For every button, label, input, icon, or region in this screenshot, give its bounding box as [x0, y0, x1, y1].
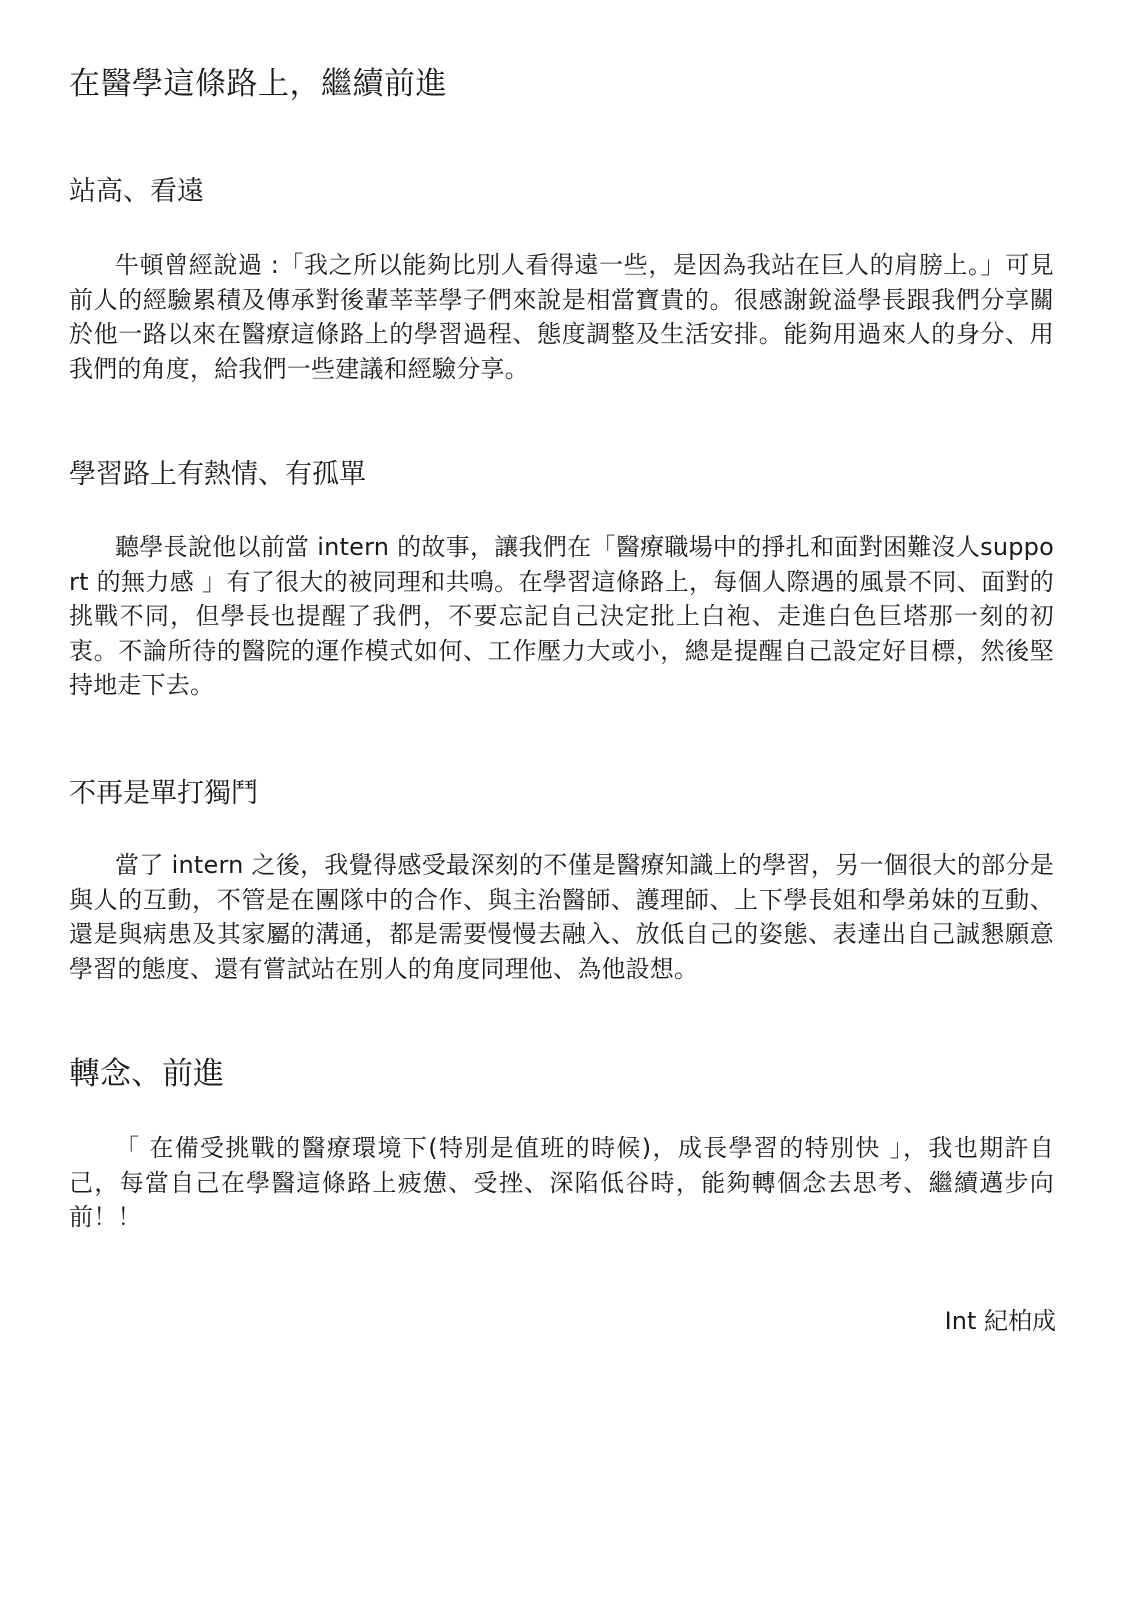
author-signature: Int 紀柏成: [944, 1307, 1056, 1335]
section-paragraph-stand-high: 牛頓曾經說過 :「我之所以能夠比別人看得遠一些，是因為我站在巨人的肩膀上。」可見前人的經驗累積及傳承對後輩莘莘學子們來說是相當寶貴的。很感謝銳溢學長跟我們分享關於他一路以來在醫療這條路上的學習過程、態度調整及生活安排。能夠用過來人的身分、用我們的角度，給我們一些建議和經驗分享。: [69, 251, 1054, 383]
section-heading-passion-loneliness: 學習路上有熱情、有孤單: [69, 459, 366, 490]
document-title: 在醫學這條路上，繼續前進: [69, 66, 447, 102]
section-paragraph-move-forward: 「 在備受挑戰的醫療環境下(特別是值班的時候)，成長學習的特別快 」，我也期許自己，每當自己在學醫這條路上疲憊、受挫、深陷低谷時，能夠轉個念去思考、繼續邁步向前！！: [69, 1134, 1054, 1231]
section-paragraph-passion-loneliness: 聽學長說他以前當 intern 的故事，讓我們在「醫療職場中的掙扎和面對困難沒人support 的無力感 」有了很大的被同理和共鳴。在學習這條路上，每個人際遇的風景不同、面對的挑戰不同，但學長也提醒了我們，不要忘記自己決定批上白袍、走進白色巨塔那一刻的初衷。不論所待的醫院的運作模式如何、工作壓力大或小，總是提醒自己設定好目標，然後堅持地走下去。: [69, 533, 1054, 699]
section-heading-not-alone: 不再是單打獨鬥: [69, 778, 258, 809]
section-heading-move-forward: 轉念、前進: [69, 1056, 224, 1092]
section-paragraph-not-alone: 當了 intern 之後，我覺得感受最深刻的不僅是醫療知識上的學習，另一個很大的部分是與人的互動，不管是在團隊中的合作、與主治醫師、護理師、上下學長姐和學弟妹的互動、還是與病患及其家屬的溝通，都是需要慢慢去融入、放低自己的姿態、表達出自己誠懇願意學習的態度、還有嘗試站在別人的角度同理他、為他設想。: [69, 851, 1054, 983]
section-heading-stand-high: 站高、看遠: [69, 176, 204, 207]
